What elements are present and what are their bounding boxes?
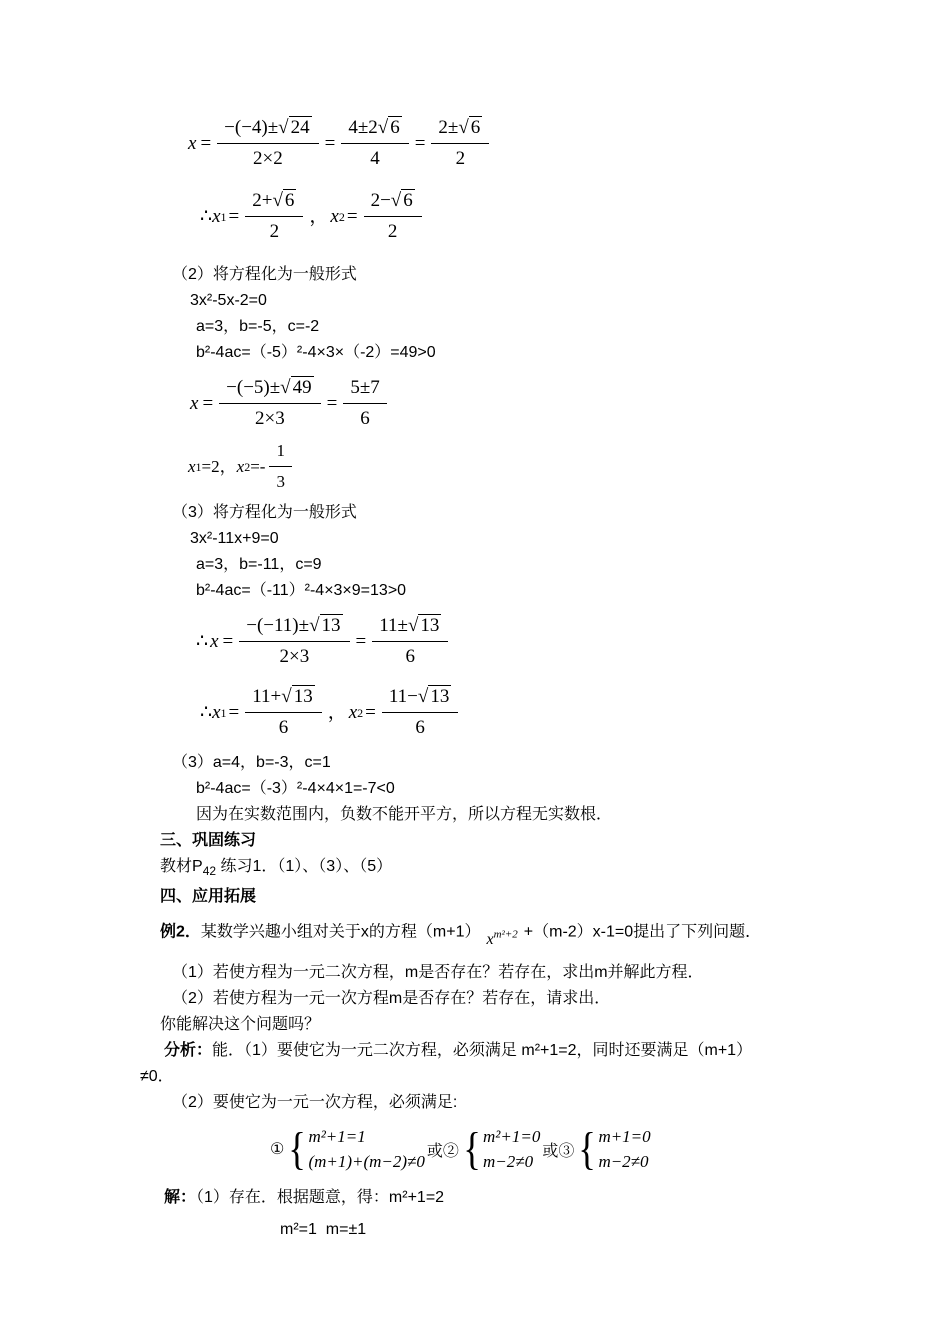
subscript: 1	[220, 705, 227, 720]
therefore-sign: ∴	[200, 205, 213, 227]
variable-x2	[330, 205, 344, 229]
radicand: 24	[290, 117, 310, 138]
system-equations	[483, 1126, 540, 1173]
numerator	[245, 685, 321, 713]
denominator: 2	[269, 221, 280, 242]
denominator: 2	[387, 221, 398, 242]
formula-text: 11−	[388, 686, 418, 707]
numerator	[219, 376, 320, 404]
equation-systems-row	[270, 1123, 895, 1175]
subscript: 1	[220, 209, 227, 224]
textbook-reference-line	[160, 854, 895, 884]
equation-line: 3x²-11x+9=0	[190, 530, 279, 547]
numerator	[217, 116, 318, 144]
sqrt-icon	[458, 116, 482, 138]
formula-roots-2	[188, 439, 895, 494]
text: 能．（1）要使它为一元二次方程，必须满足 m²+1=2，同时还要满足（m+1）	[212, 1041, 753, 1059]
system-equations	[308, 1126, 424, 1173]
formula-quadratic-solution-2	[188, 376, 895, 431]
fraction	[269, 439, 292, 494]
denominator: 6	[278, 717, 289, 738]
solution-label: 解：	[164, 1188, 197, 1206]
sqrt-icon	[391, 189, 415, 211]
comma: ，	[309, 205, 329, 227]
sqrt-icon	[418, 685, 451, 707]
denominator: 6	[415, 717, 425, 738]
formula-roots-3	[200, 685, 895, 740]
formula-text: −(−5)±	[226, 377, 281, 398]
example-label: 例2．	[160, 923, 201, 941]
equation: m−2≠0	[483, 1151, 534, 1171]
formula-text: −(−4)±	[224, 117, 279, 138]
fraction	[364, 189, 422, 244]
fraction	[341, 116, 408, 171]
numerator	[239, 614, 349, 642]
step-heading: （3）将方程化为一般形式	[172, 504, 357, 521]
variable-x1	[212, 701, 226, 725]
fraction	[239, 614, 349, 669]
radicand: 6	[284, 190, 295, 211]
denominator: 6	[360, 408, 370, 429]
sqrt-icon	[281, 685, 314, 707]
variable-x1	[188, 455, 202, 479]
subscript: 2	[244, 459, 251, 474]
numerator	[341, 116, 408, 144]
numerator	[364, 189, 422, 217]
equation: (m+1)+(m−2)≠0	[308, 1151, 425, 1171]
text: +（m-2）x-1=0提出了下列问题．	[523, 923, 762, 941]
equation: m+1=0	[598, 1126, 651, 1146]
prompt-line: 你能解决这个问题吗？	[160, 1015, 321, 1033]
formula-quadratic-solution-1	[186, 116, 895, 171]
numerator	[431, 116, 489, 144]
variable-x: x	[210, 630, 219, 652]
denominator: 2×3	[279, 646, 310, 667]
solution-line	[164, 1185, 895, 1211]
variable-x: x	[486, 930, 494, 948]
variable-x: x	[348, 701, 358, 723]
formula-text: −(−11)±	[246, 615, 310, 636]
fraction	[217, 116, 318, 171]
variable-x: x	[188, 132, 197, 154]
example-2-line	[160, 912, 895, 947]
formula-text: =2，	[201, 456, 237, 476]
sqrt-icon	[378, 116, 402, 138]
radicand: 6	[403, 190, 413, 211]
formula-text: 11±	[379, 615, 408, 636]
variable-x: x	[212, 205, 221, 227]
subscript: 2	[338, 209, 345, 224]
or-circled-3-label: 或③	[542, 1142, 575, 1160]
fraction	[343, 376, 386, 431]
radicand: 49	[292, 377, 312, 398]
section-heading-extension: 四、应用拓展	[160, 888, 257, 906]
section-heading-practice: 三、巩固练习	[160, 832, 257, 849]
solution-result-line: m²=1 m=±1	[280, 1220, 367, 1238]
subscript: 2	[357, 705, 364, 720]
variable-x: x	[236, 456, 245, 476]
formula-text: 4±2	[348, 117, 378, 138]
coefficients-line: a=3，b=-5，c=-2	[196, 318, 320, 335]
formula-quadratic-solution-3	[196, 614, 895, 669]
left-brace-icon: {	[578, 1123, 597, 1175]
analysis-continuation-line: ≠0．	[140, 1067, 174, 1085]
variable-x: x	[212, 701, 221, 723]
discriminant-line: b²-4ac=（-11）²-4×3×9=13>0	[196, 582, 407, 599]
page-subscript: 42	[202, 864, 217, 879]
equals-sign: =	[414, 132, 426, 154]
equation-system-2	[461, 1123, 541, 1175]
sqrt-icon	[309, 614, 342, 636]
system-equations	[598, 1126, 650, 1173]
variable-x: x	[330, 205, 339, 227]
left-brace-icon: {	[463, 1123, 481, 1175]
variable-x2	[237, 455, 251, 479]
step-heading: （2）将方程化为一般形式	[172, 266, 357, 283]
equation-line: 3x²-5x-2=0	[190, 292, 267, 309]
analysis-line	[164, 1038, 895, 1064]
formula-text: 2−	[370, 190, 391, 211]
denominator: 2	[455, 148, 466, 169]
text: （1）存在．根据题意，得：m²+1=2	[196, 1188, 445, 1206]
therefore-sign: ∴	[200, 701, 213, 723]
conclusion-line: 因为在实数范围内，负数不能开平方，所以方程无实数根．	[196, 806, 613, 823]
sqrt-icon	[278, 116, 311, 138]
equals-sign: =	[324, 132, 336, 154]
therefore-sign: ∴	[196, 630, 209, 652]
variable-x: x	[190, 392, 199, 414]
equation: m−2≠0	[598, 1151, 649, 1171]
radicand: 6	[390, 117, 400, 138]
fraction	[431, 116, 489, 171]
equals-sign: =	[228, 205, 240, 227]
equals-sign: =	[200, 132, 212, 154]
discriminant-line: b²-4ac=（-5）²-4×3×（-2）=49>0	[196, 344, 436, 361]
equals-sign: =	[365, 701, 376, 723]
variable-x: x	[188, 456, 196, 476]
denominator: 2×3	[255, 408, 285, 429]
variable-x1	[212, 205, 226, 229]
equation: m²+1=0	[483, 1126, 541, 1146]
analysis-label: 分析：	[164, 1041, 213, 1059]
numerator	[245, 189, 303, 217]
circled-1-label: ①	[270, 1141, 285, 1159]
comma: ，	[327, 701, 347, 723]
subscript: 1	[195, 459, 202, 474]
coefficients-line: （3）a=4，b=-3，c=1	[172, 754, 331, 771]
sqrt-icon	[408, 614, 441, 636]
formula-text: 2±	[438, 117, 459, 138]
fraction	[372, 614, 448, 669]
question-1-line: （1）若使方程为一元二次方程，m是否存在？若存在，求出m并解此方程．	[172, 963, 704, 981]
exponent: m²+2	[493, 928, 518, 941]
radicand: 13	[321, 615, 341, 636]
text: 某数学兴趣小组对关于x的方程（m+1）	[200, 923, 481, 941]
formula-text: 11+	[252, 686, 282, 707]
formula-roots-1	[200, 189, 895, 244]
question-2-line: （2）若使方程为一元一次方程m是否存在？若存在，请求出．	[172, 989, 611, 1007]
fraction	[245, 189, 303, 244]
equals-sign: =	[222, 630, 234, 652]
radicand: 13	[430, 686, 450, 707]
text: 练习1．（1）、（3）、（5）	[216, 858, 393, 875]
equation-system-1	[286, 1123, 425, 1175]
numerator	[372, 614, 448, 642]
text: 教材P	[160, 858, 203, 875]
fraction	[382, 685, 458, 740]
fraction	[245, 685, 321, 740]
denominator: 6	[405, 646, 416, 667]
denominator: 2×2	[253, 148, 283, 169]
variable-x2	[349, 701, 363, 725]
condition-line: （2）要使它为一元一次方程，必须满足:	[172, 1093, 458, 1111]
fraction	[219, 376, 320, 431]
equals-sign: =	[355, 630, 367, 652]
equation: m²+1=1	[308, 1126, 366, 1146]
equation-system-3	[576, 1123, 651, 1175]
left-brace-icon: {	[288, 1123, 307, 1175]
denominator: 3	[276, 472, 285, 491]
equals-sign: =	[228, 701, 240, 723]
or-circled-2-label: 或②	[426, 1142, 459, 1160]
sqrt-icon	[280, 376, 313, 398]
formula-text: =-	[250, 456, 266, 476]
formula-text: 2+	[252, 190, 273, 211]
equals-sign: =	[202, 392, 214, 414]
denominator: 4	[370, 148, 380, 169]
radicand: 13	[293, 686, 313, 707]
numerator: 5±7	[343, 376, 386, 404]
x-power-expression	[486, 928, 518, 948]
coefficients-line: a=3，b=-11，c=9	[196, 556, 322, 573]
radicand: 6	[470, 117, 481, 138]
discriminant-line: b²-4ac=（-3）²-4×4×1=-7<0	[196, 780, 395, 797]
radicand: 13	[420, 615, 440, 636]
numerator: 1	[269, 439, 292, 467]
sqrt-icon	[272, 189, 296, 211]
equals-sign: =	[326, 392, 338, 414]
equals-sign: =	[346, 205, 358, 227]
numerator	[382, 685, 458, 713]
